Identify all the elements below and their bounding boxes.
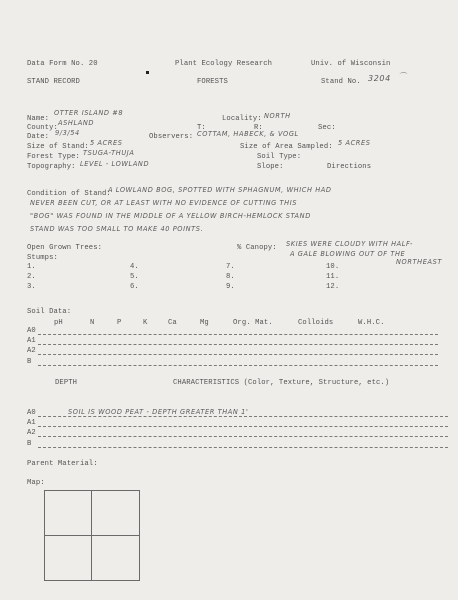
name-value: OTTER ISLAND #8: [54, 109, 124, 117]
soil-col-colloids: Colloids: [298, 319, 334, 327]
profile-row-line: [38, 416, 448, 417]
ink-dot: [146, 71, 149, 74]
soil-row-a1: A1: [27, 337, 36, 345]
profile-row-line: [38, 436, 448, 437]
soil-data-label: Soil Data:: [27, 308, 72, 316]
profile-row-a1: A1: [27, 419, 36, 427]
stand-no-label: Stand No.: [321, 78, 361, 86]
parent-material-label: Parent Material:: [27, 460, 98, 468]
observers-label: Observers:: [149, 133, 194, 141]
soil-row-a0: A0: [27, 327, 36, 335]
locality-label: Locality:: [222, 115, 262, 123]
canopy-note-3: NORTHEAST: [396, 258, 442, 266]
profile-row-a2: A2: [27, 429, 36, 437]
stand-no-value: 3204: [368, 74, 391, 83]
soil-col-n: N: [90, 319, 95, 327]
soil-row-a2: A2: [27, 347, 36, 355]
tree-number: 12.: [326, 283, 340, 291]
condition-line-1: A LOWLAND BOG, SPOTTED WITH SPHAGNUM, WHICH HAD: [108, 186, 332, 194]
stand-record-title: STAND RECORD: [27, 78, 80, 86]
stand-no-mark: ⌒: [398, 72, 407, 81]
soil-row-line: [38, 344, 438, 345]
soil-col-whc: W.H.C.: [358, 319, 385, 327]
canopy-label: % Canopy:: [237, 244, 277, 252]
forest-type-value: TSUGA-THUJA: [83, 149, 135, 157]
data-form-number: Data Form No. 20: [27, 60, 98, 68]
soil-row-b: B: [27, 358, 32, 366]
profile-row-b: B: [27, 440, 32, 448]
tree-number: 2.: [27, 273, 36, 281]
map-label: Map:: [27, 479, 45, 487]
tree-number: 9.: [226, 283, 235, 291]
topography-label: Topography:: [27, 163, 76, 171]
r-label: R:: [254, 124, 263, 132]
tree-number: 8.: [226, 273, 235, 281]
tree-number: 5.: [130, 273, 139, 281]
name-label: Name:: [27, 115, 50, 123]
profile-row-a0: A0: [27, 409, 36, 417]
area-sampled-label: Size of Area Sampled:: [240, 143, 333, 151]
tree-number: 11.: [326, 273, 340, 281]
date-label: Date:: [27, 133, 50, 141]
open-grown-label: Open Grown Trees:: [27, 244, 103, 252]
soil-col-ca: Ca: [168, 319, 177, 327]
t-label: T:: [197, 124, 206, 132]
condition-label: Condition of Stand:: [27, 190, 111, 198]
soil-col-mg: Mg: [200, 319, 209, 327]
date-value: 9/3/54: [55, 129, 80, 137]
stumps-label: Stumps:: [27, 254, 58, 262]
locality-value: NORTH: [264, 112, 291, 120]
university: Univ. of Wisconsin: [311, 60, 391, 68]
canopy-note-2: A GALE BLOWING OUT OF THE: [290, 250, 406, 258]
soil-row-line: [38, 354, 438, 355]
size-of-stand-value: 5 ACRES: [90, 139, 123, 147]
sec-label: Sec:: [318, 124, 336, 132]
profile-row-line: [38, 447, 448, 448]
tree-number: 3.: [27, 283, 36, 291]
slope-label: Slope:: [257, 163, 284, 171]
soil-col-k: K: [143, 319, 148, 327]
topography-value: LEVEL - LOWLAND: [80, 160, 150, 168]
county-label: County:: [27, 124, 58, 132]
characteristics-label: CHARACTERISTICS (Color, Texture, Structure, etc.): [173, 379, 390, 387]
tree-number: 7.: [226, 263, 235, 271]
tree-number: 1.: [27, 263, 36, 271]
soil-row-line: [38, 334, 438, 335]
canopy-note-1: SKIES WERE CLOUDY WITH HALF-: [286, 240, 414, 248]
forest-type-label: Forest Type:: [27, 153, 80, 161]
condition-line-3: "BOG" WAS FOUND IN THE MIDDLE OF A YELLOW BIRCH-HEMLOCK STAND: [30, 212, 311, 220]
directions-label: Directions: [327, 163, 372, 171]
map-grid-horizontal: [44, 535, 139, 536]
tree-number: 10.: [326, 263, 340, 271]
area-sampled-value: 5 ACRES: [338, 139, 371, 147]
soil-col-p: P: [117, 319, 122, 327]
soil-type-label: Soil Type:: [257, 153, 302, 161]
tree-number: 4.: [130, 263, 139, 271]
soil-col-org-mat: Org. Mat.: [233, 319, 273, 327]
soil-row-line: [38, 365, 438, 366]
soil-col-ph: pH: [54, 319, 63, 327]
research-title: Plant Ecology Research: [175, 60, 273, 68]
profile-note: SOIL IS WOOD PEAT - DEPTH GREATER THAN 1': [68, 408, 249, 416]
condition-line-4: STAND WAS TOO SMALL TO MAKE 40 POINTS.: [30, 225, 204, 233]
forests-title: FORESTS: [197, 78, 228, 86]
condition-line-2: NEVER BEEN CUT, OR AT LEAST WITH NO EVIDENCE OF CUTTING THIS: [30, 199, 298, 207]
observers-value: COTTAM, HABECK, & VOGL: [197, 130, 299, 138]
size-of-stand-label: Size of Stand:: [27, 143, 89, 151]
depth-label: DEPTH: [55, 379, 78, 387]
tree-number: 6.: [130, 283, 139, 291]
profile-row-line: [38, 426, 448, 427]
county-value: ASHLAND: [58, 119, 95, 127]
